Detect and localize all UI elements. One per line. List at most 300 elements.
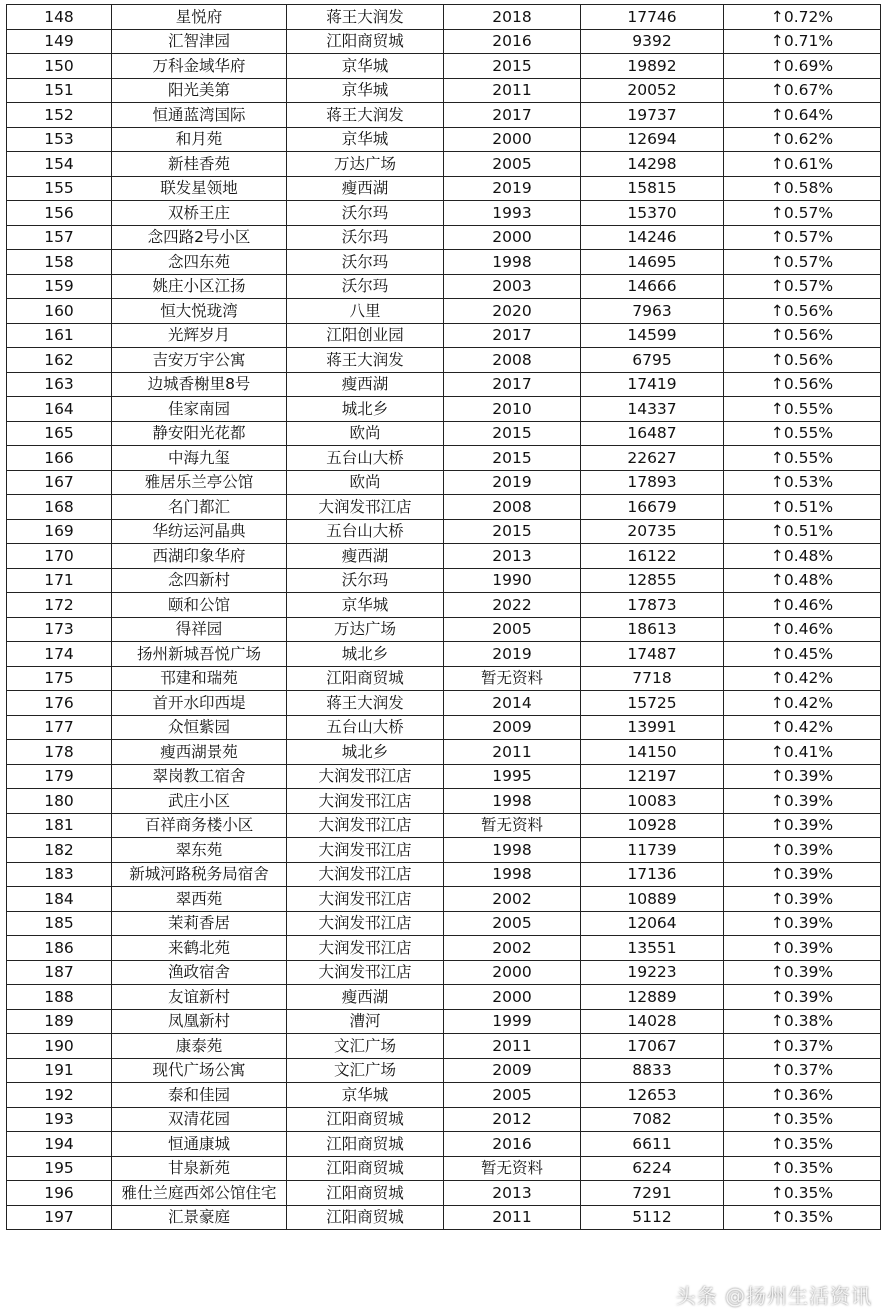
table-row: [7, 176, 881, 201]
change-cell: ↑0.35%: [724, 1156, 881, 1181]
price-cell: 14028: [581, 1009, 724, 1034]
rank-cell: 148: [7, 5, 112, 30]
price-cell: 12197: [581, 764, 724, 789]
change-cell: ↑0.39%: [724, 985, 881, 1010]
change-cell: ↑0.37%: [724, 1034, 881, 1059]
table-row: [7, 1205, 881, 1230]
price-cell: 8833: [581, 1058, 724, 1083]
community-name-cell: 汇智津园: [112, 29, 287, 54]
rank-cell: 192: [7, 1083, 112, 1108]
area-cell: 瘦西湖: [287, 544, 444, 569]
change-cell: ↑0.38%: [724, 1009, 881, 1034]
rank-cell: 169: [7, 519, 112, 544]
community-name-cell: 佳家南园: [112, 397, 287, 422]
area-cell: 五台山大桥: [287, 715, 444, 740]
year-built-cell: 2015: [444, 446, 581, 471]
rank-cell: 188: [7, 985, 112, 1010]
year-built-cell: 2022: [444, 593, 581, 618]
community-name-cell: 颐和公馆: [112, 593, 287, 618]
change-cell: ↑0.57%: [724, 201, 881, 226]
rank-cell: 176: [7, 691, 112, 716]
change-cell: ↑0.41%: [724, 740, 881, 765]
year-built-cell: 2008: [444, 495, 581, 520]
price-cell: 13551: [581, 936, 724, 961]
year-built-cell: 2020: [444, 299, 581, 324]
change-cell: ↑0.45%: [724, 642, 881, 667]
rank-cell: 196: [7, 1181, 112, 1206]
change-cell: ↑0.69%: [724, 54, 881, 79]
change-cell: ↑0.64%: [724, 103, 881, 128]
rank-cell: 151: [7, 78, 112, 103]
community-name-cell: 万科金域华府: [112, 54, 287, 79]
year-built-cell: 2019: [444, 642, 581, 667]
price-cell: 7082: [581, 1107, 724, 1132]
change-cell: ↑0.35%: [724, 1132, 881, 1157]
rank-cell: 166: [7, 446, 112, 471]
year-built-cell: 暂无资料: [444, 813, 581, 838]
table-row: [7, 274, 881, 299]
change-cell: ↑0.35%: [724, 1205, 881, 1230]
change-cell: ↑0.57%: [724, 274, 881, 299]
year-built-cell: 2011: [444, 740, 581, 765]
year-built-cell: 2011: [444, 1205, 581, 1230]
community-name-cell: 静安阳光花都: [112, 421, 287, 446]
rank-cell: 180: [7, 789, 112, 814]
table-row: [7, 544, 881, 569]
table-row: [7, 103, 881, 128]
change-cell: ↑0.42%: [724, 715, 881, 740]
change-cell: ↑0.53%: [724, 470, 881, 495]
change-cell: ↑0.51%: [724, 495, 881, 520]
area-cell: 江阳商贸城: [287, 29, 444, 54]
community-name-cell: 和月苑: [112, 127, 287, 152]
price-cell: 22627: [581, 446, 724, 471]
year-built-cell: 2010: [444, 397, 581, 422]
community-name-cell: 茉莉香居: [112, 911, 287, 936]
area-cell: 大润发邗江店: [287, 838, 444, 863]
community-name-cell: 来鹤北苑: [112, 936, 287, 961]
table-row: [7, 1132, 881, 1157]
price-cell: 13991: [581, 715, 724, 740]
change-cell: ↑0.35%: [724, 1107, 881, 1132]
area-cell: 瘦西湖: [287, 176, 444, 201]
table-body: [7, 5, 881, 1230]
community-name-cell: 泰和佳园: [112, 1083, 287, 1108]
area-cell: 沃尔玛: [287, 201, 444, 226]
area-cell: 京华城: [287, 1083, 444, 1108]
year-built-cell: 2009: [444, 1058, 581, 1083]
area-cell: 五台山大桥: [287, 519, 444, 544]
change-cell: ↑0.48%: [724, 544, 881, 569]
price-cell: 5112: [581, 1205, 724, 1230]
change-cell: ↑0.39%: [724, 887, 881, 912]
price-cell: 6611: [581, 1132, 724, 1157]
community-name-cell: 新城河路税务局宿舍: [112, 862, 287, 887]
year-built-cell: 1998: [444, 250, 581, 275]
year-built-cell: 2017: [444, 103, 581, 128]
price-cell: 6224: [581, 1156, 724, 1181]
year-built-cell: 2002: [444, 887, 581, 912]
community-name-cell: 雅居乐兰亭公馆: [112, 470, 287, 495]
table-row: [7, 348, 881, 373]
price-cell: 11739: [581, 838, 724, 863]
year-built-cell: 暂无资料: [444, 1156, 581, 1181]
rank-cell: 181: [7, 813, 112, 838]
price-cell: 19737: [581, 103, 724, 128]
change-cell: ↑0.37%: [724, 1058, 881, 1083]
year-built-cell: 2015: [444, 54, 581, 79]
community-name-cell: 翠岗教工宿舍: [112, 764, 287, 789]
area-cell: 京华城: [287, 593, 444, 618]
table-row: [7, 29, 881, 54]
change-cell: ↑0.61%: [724, 152, 881, 177]
table-row: [7, 446, 881, 471]
table-row: [7, 1107, 881, 1132]
year-built-cell: 2005: [444, 911, 581, 936]
table-row: [7, 715, 881, 740]
price-cell: 19892: [581, 54, 724, 79]
table-row: [7, 470, 881, 495]
rank-cell: 150: [7, 54, 112, 79]
table-row: [7, 372, 881, 397]
price-cell: 7963: [581, 299, 724, 324]
community-name-cell: 武庄小区: [112, 789, 287, 814]
area-cell: 文汇广场: [287, 1058, 444, 1083]
price-cell: 14150: [581, 740, 724, 765]
area-cell: 大润发邗江店: [287, 495, 444, 520]
price-cell: 7291: [581, 1181, 724, 1206]
year-built-cell: 1998: [444, 789, 581, 814]
community-name-cell: 康泰苑: [112, 1034, 287, 1059]
rank-cell: 197: [7, 1205, 112, 1230]
area-cell: 江阳商贸城: [287, 1205, 444, 1230]
table-row: [7, 960, 881, 985]
area-cell: 大润发邗江店: [287, 960, 444, 985]
change-cell: ↑0.57%: [724, 225, 881, 250]
rank-cell: 174: [7, 642, 112, 667]
community-name-cell: 华纺运河晶典: [112, 519, 287, 544]
community-name-cell: 翠西苑: [112, 887, 287, 912]
rank-cell: 165: [7, 421, 112, 446]
table-row: [7, 127, 881, 152]
community-name-cell: 邗建和瑞苑: [112, 666, 287, 691]
community-name-cell: 新桂香苑: [112, 152, 287, 177]
rank-cell: 167: [7, 470, 112, 495]
year-built-cell: 2011: [444, 1034, 581, 1059]
year-built-cell: 2005: [444, 152, 581, 177]
rank-cell: 159: [7, 274, 112, 299]
year-built-cell: 2016: [444, 29, 581, 54]
area-cell: 江阳商贸城: [287, 1132, 444, 1157]
change-cell: ↑0.46%: [724, 617, 881, 642]
community-name-cell: 阳光美第: [112, 78, 287, 103]
table-row: [7, 691, 881, 716]
table-row: [7, 250, 881, 275]
table-row: [7, 1034, 881, 1059]
year-built-cell: 2005: [444, 617, 581, 642]
price-cell: 17487: [581, 642, 724, 667]
community-name-cell: 吉安万宇公寓: [112, 348, 287, 373]
community-name-cell: 中海九玺: [112, 446, 287, 471]
year-built-cell: 2000: [444, 960, 581, 985]
table-row: [7, 1058, 881, 1083]
price-cell: 14246: [581, 225, 724, 250]
year-built-cell: 2017: [444, 323, 581, 348]
table-row: [7, 225, 881, 250]
year-built-cell: 2012: [444, 1107, 581, 1132]
area-cell: 京华城: [287, 54, 444, 79]
change-cell: ↑0.39%: [724, 936, 881, 961]
change-cell: ↑0.57%: [724, 250, 881, 275]
rank-cell: 186: [7, 936, 112, 961]
table-row: [7, 299, 881, 324]
table-row: [7, 740, 881, 765]
change-cell: ↑0.46%: [724, 593, 881, 618]
change-cell: ↑0.56%: [724, 323, 881, 348]
area-cell: 沃尔玛: [287, 250, 444, 275]
rank-cell: 170: [7, 544, 112, 569]
table-row: [7, 911, 881, 936]
area-cell: 京华城: [287, 78, 444, 103]
community-name-cell: 联发星领地: [112, 176, 287, 201]
rank-cell: 173: [7, 617, 112, 642]
rank-cell: 164: [7, 397, 112, 422]
price-cell: 17067: [581, 1034, 724, 1059]
year-built-cell: 2019: [444, 176, 581, 201]
change-cell: ↑0.58%: [724, 176, 881, 201]
price-cell: 15725: [581, 691, 724, 716]
area-cell: 江阳商贸城: [287, 1107, 444, 1132]
rank-cell: 190: [7, 1034, 112, 1059]
change-cell: ↑0.72%: [724, 5, 881, 30]
table-row: [7, 593, 881, 618]
year-built-cell: 1998: [444, 838, 581, 863]
area-cell: 江阳商贸城: [287, 1181, 444, 1206]
change-cell: ↑0.56%: [724, 299, 881, 324]
rank-cell: 160: [7, 299, 112, 324]
year-built-cell: 2017: [444, 372, 581, 397]
change-cell: ↑0.55%: [724, 446, 881, 471]
housing-price-table: [6, 4, 881, 1230]
table-row: [7, 1181, 881, 1206]
price-cell: 18613: [581, 617, 724, 642]
price-cell: 14298: [581, 152, 724, 177]
price-cell: 15815: [581, 176, 724, 201]
rank-cell: 183: [7, 862, 112, 887]
change-cell: ↑0.62%: [724, 127, 881, 152]
price-cell: 12653: [581, 1083, 724, 1108]
year-built-cell: 2000: [444, 985, 581, 1010]
table-row: [7, 519, 881, 544]
year-built-cell: 2008: [444, 348, 581, 373]
table-row: [7, 54, 881, 79]
area-cell: 蒋王大润发: [287, 5, 444, 30]
area-cell: 万达广场: [287, 152, 444, 177]
area-cell: 江阳商贸城: [287, 1156, 444, 1181]
community-name-cell: 双清花园: [112, 1107, 287, 1132]
price-cell: 17136: [581, 862, 724, 887]
area-cell: 蒋王大润发: [287, 103, 444, 128]
price-cell: 14666: [581, 274, 724, 299]
rank-cell: 158: [7, 250, 112, 275]
year-built-cell: 2000: [444, 127, 581, 152]
change-cell: ↑0.39%: [724, 911, 881, 936]
table-row: [7, 887, 881, 912]
community-name-cell: 首开水印西堤: [112, 691, 287, 716]
year-built-cell: 2013: [444, 544, 581, 569]
community-name-cell: 翠东苑: [112, 838, 287, 863]
price-cell: 10889: [581, 887, 724, 912]
year-built-cell: 2000: [444, 225, 581, 250]
community-name-cell: 现代广场公寓: [112, 1058, 287, 1083]
community-name-cell: 扬州新城吾悦广场: [112, 642, 287, 667]
community-name-cell: 汇景豪庭: [112, 1205, 287, 1230]
area-cell: 文汇广场: [287, 1034, 444, 1059]
year-built-cell: 2005: [444, 1083, 581, 1108]
area-cell: 大润发邗江店: [287, 887, 444, 912]
table-row: [7, 862, 881, 887]
area-cell: 大润发邗江店: [287, 764, 444, 789]
area-cell: 瘦西湖: [287, 372, 444, 397]
year-built-cell: 1998: [444, 862, 581, 887]
rank-cell: 195: [7, 1156, 112, 1181]
table-row: [7, 323, 881, 348]
price-cell: 17873: [581, 593, 724, 618]
area-cell: 欧尚: [287, 470, 444, 495]
rank-cell: 162: [7, 348, 112, 373]
change-cell: ↑0.35%: [724, 1181, 881, 1206]
table-row: [7, 764, 881, 789]
community-name-cell: 恒通蓝湾国际: [112, 103, 287, 128]
year-built-cell: 2016: [444, 1132, 581, 1157]
change-cell: ↑0.39%: [724, 813, 881, 838]
price-cell: 14695: [581, 250, 724, 275]
rank-cell: 178: [7, 740, 112, 765]
table-row: [7, 642, 881, 667]
table-row: [7, 813, 881, 838]
community-name-cell: 姚庄小区江扬: [112, 274, 287, 299]
table-row: [7, 495, 881, 520]
price-cell: 12064: [581, 911, 724, 936]
community-name-cell: 星悦府: [112, 5, 287, 30]
area-cell: 城北乡: [287, 740, 444, 765]
area-cell: 瘦西湖: [287, 985, 444, 1010]
year-built-cell: 1990: [444, 568, 581, 593]
price-cell: 12889: [581, 985, 724, 1010]
year-built-cell: 2015: [444, 519, 581, 544]
year-built-cell: 1995: [444, 764, 581, 789]
price-cell: 16122: [581, 544, 724, 569]
table-row: [7, 78, 881, 103]
rank-cell: 175: [7, 666, 112, 691]
area-cell: 城北乡: [287, 642, 444, 667]
price-cell: 12694: [581, 127, 724, 152]
rank-cell: 185: [7, 911, 112, 936]
area-cell: 蒋王大润发: [287, 691, 444, 716]
area-cell: 江阳创业园: [287, 323, 444, 348]
area-cell: 八里: [287, 299, 444, 324]
change-cell: ↑0.51%: [724, 519, 881, 544]
rank-cell: 152: [7, 103, 112, 128]
table-row: [7, 666, 881, 691]
community-name-cell: 边城香榭里8号: [112, 372, 287, 397]
rank-cell: 182: [7, 838, 112, 863]
change-cell: ↑0.48%: [724, 568, 881, 593]
year-built-cell: 2015: [444, 421, 581, 446]
community-name-cell: 渔政宿舍: [112, 960, 287, 985]
change-cell: ↑0.67%: [724, 78, 881, 103]
community-name-cell: 雅仕兰庭西郊公馆住宅: [112, 1181, 287, 1206]
price-cell: 7718: [581, 666, 724, 691]
rank-cell: 157: [7, 225, 112, 250]
community-name-cell: 恒大悦珑湾: [112, 299, 287, 324]
year-built-cell: 2011: [444, 78, 581, 103]
area-cell: 沃尔玛: [287, 568, 444, 593]
area-cell: 大润发邗江店: [287, 936, 444, 961]
price-cell: 16679: [581, 495, 724, 520]
community-name-cell: 瘦西湖景苑: [112, 740, 287, 765]
rank-cell: 184: [7, 887, 112, 912]
community-name-cell: 念四新村: [112, 568, 287, 593]
table-row: [7, 1156, 881, 1181]
rank-cell: 149: [7, 29, 112, 54]
community-name-cell: 凤凰新村: [112, 1009, 287, 1034]
rank-cell: 179: [7, 764, 112, 789]
community-name-cell: 友谊新村: [112, 985, 287, 1010]
year-built-cell: 2013: [444, 1181, 581, 1206]
community-name-cell: 西湖印象华府: [112, 544, 287, 569]
community-name-cell: 众恒紫园: [112, 715, 287, 740]
community-name-cell: 甘泉新苑: [112, 1156, 287, 1181]
rank-cell: 153: [7, 127, 112, 152]
year-built-cell: 2018: [444, 5, 581, 30]
rank-cell: 194: [7, 1132, 112, 1157]
community-name-cell: 百祥商务楼小区: [112, 813, 287, 838]
table-row: [7, 152, 881, 177]
community-name-cell: 光辉岁月: [112, 323, 287, 348]
change-cell: ↑0.36%: [724, 1083, 881, 1108]
price-cell: 17746: [581, 5, 724, 30]
rank-cell: 172: [7, 593, 112, 618]
price-cell: 16487: [581, 421, 724, 446]
table-row: [7, 1009, 881, 1034]
area-cell: 五台山大桥: [287, 446, 444, 471]
area-cell: 江阳商贸城: [287, 666, 444, 691]
community-name-cell: 恒通康城: [112, 1132, 287, 1157]
rank-cell: 163: [7, 372, 112, 397]
price-cell: 6795: [581, 348, 724, 373]
change-cell: ↑0.39%: [724, 789, 881, 814]
price-cell: 17893: [581, 470, 724, 495]
year-built-cell: 2009: [444, 715, 581, 740]
area-cell: 漕河: [287, 1009, 444, 1034]
community-name-cell: 念四东苑: [112, 250, 287, 275]
price-cell: 20735: [581, 519, 724, 544]
area-cell: 大润发邗江店: [287, 813, 444, 838]
year-built-cell: 1993: [444, 201, 581, 226]
rank-cell: 156: [7, 201, 112, 226]
change-cell: ↑0.55%: [724, 421, 881, 446]
price-cell: 12855: [581, 568, 724, 593]
community-name-cell: 双桥王庄: [112, 201, 287, 226]
price-cell: 19223: [581, 960, 724, 985]
area-cell: 城北乡: [287, 397, 444, 422]
change-cell: ↑0.39%: [724, 862, 881, 887]
rank-cell: 155: [7, 176, 112, 201]
community-name-cell: 名门都汇: [112, 495, 287, 520]
change-cell: ↑0.39%: [724, 960, 881, 985]
area-cell: 京华城: [287, 127, 444, 152]
